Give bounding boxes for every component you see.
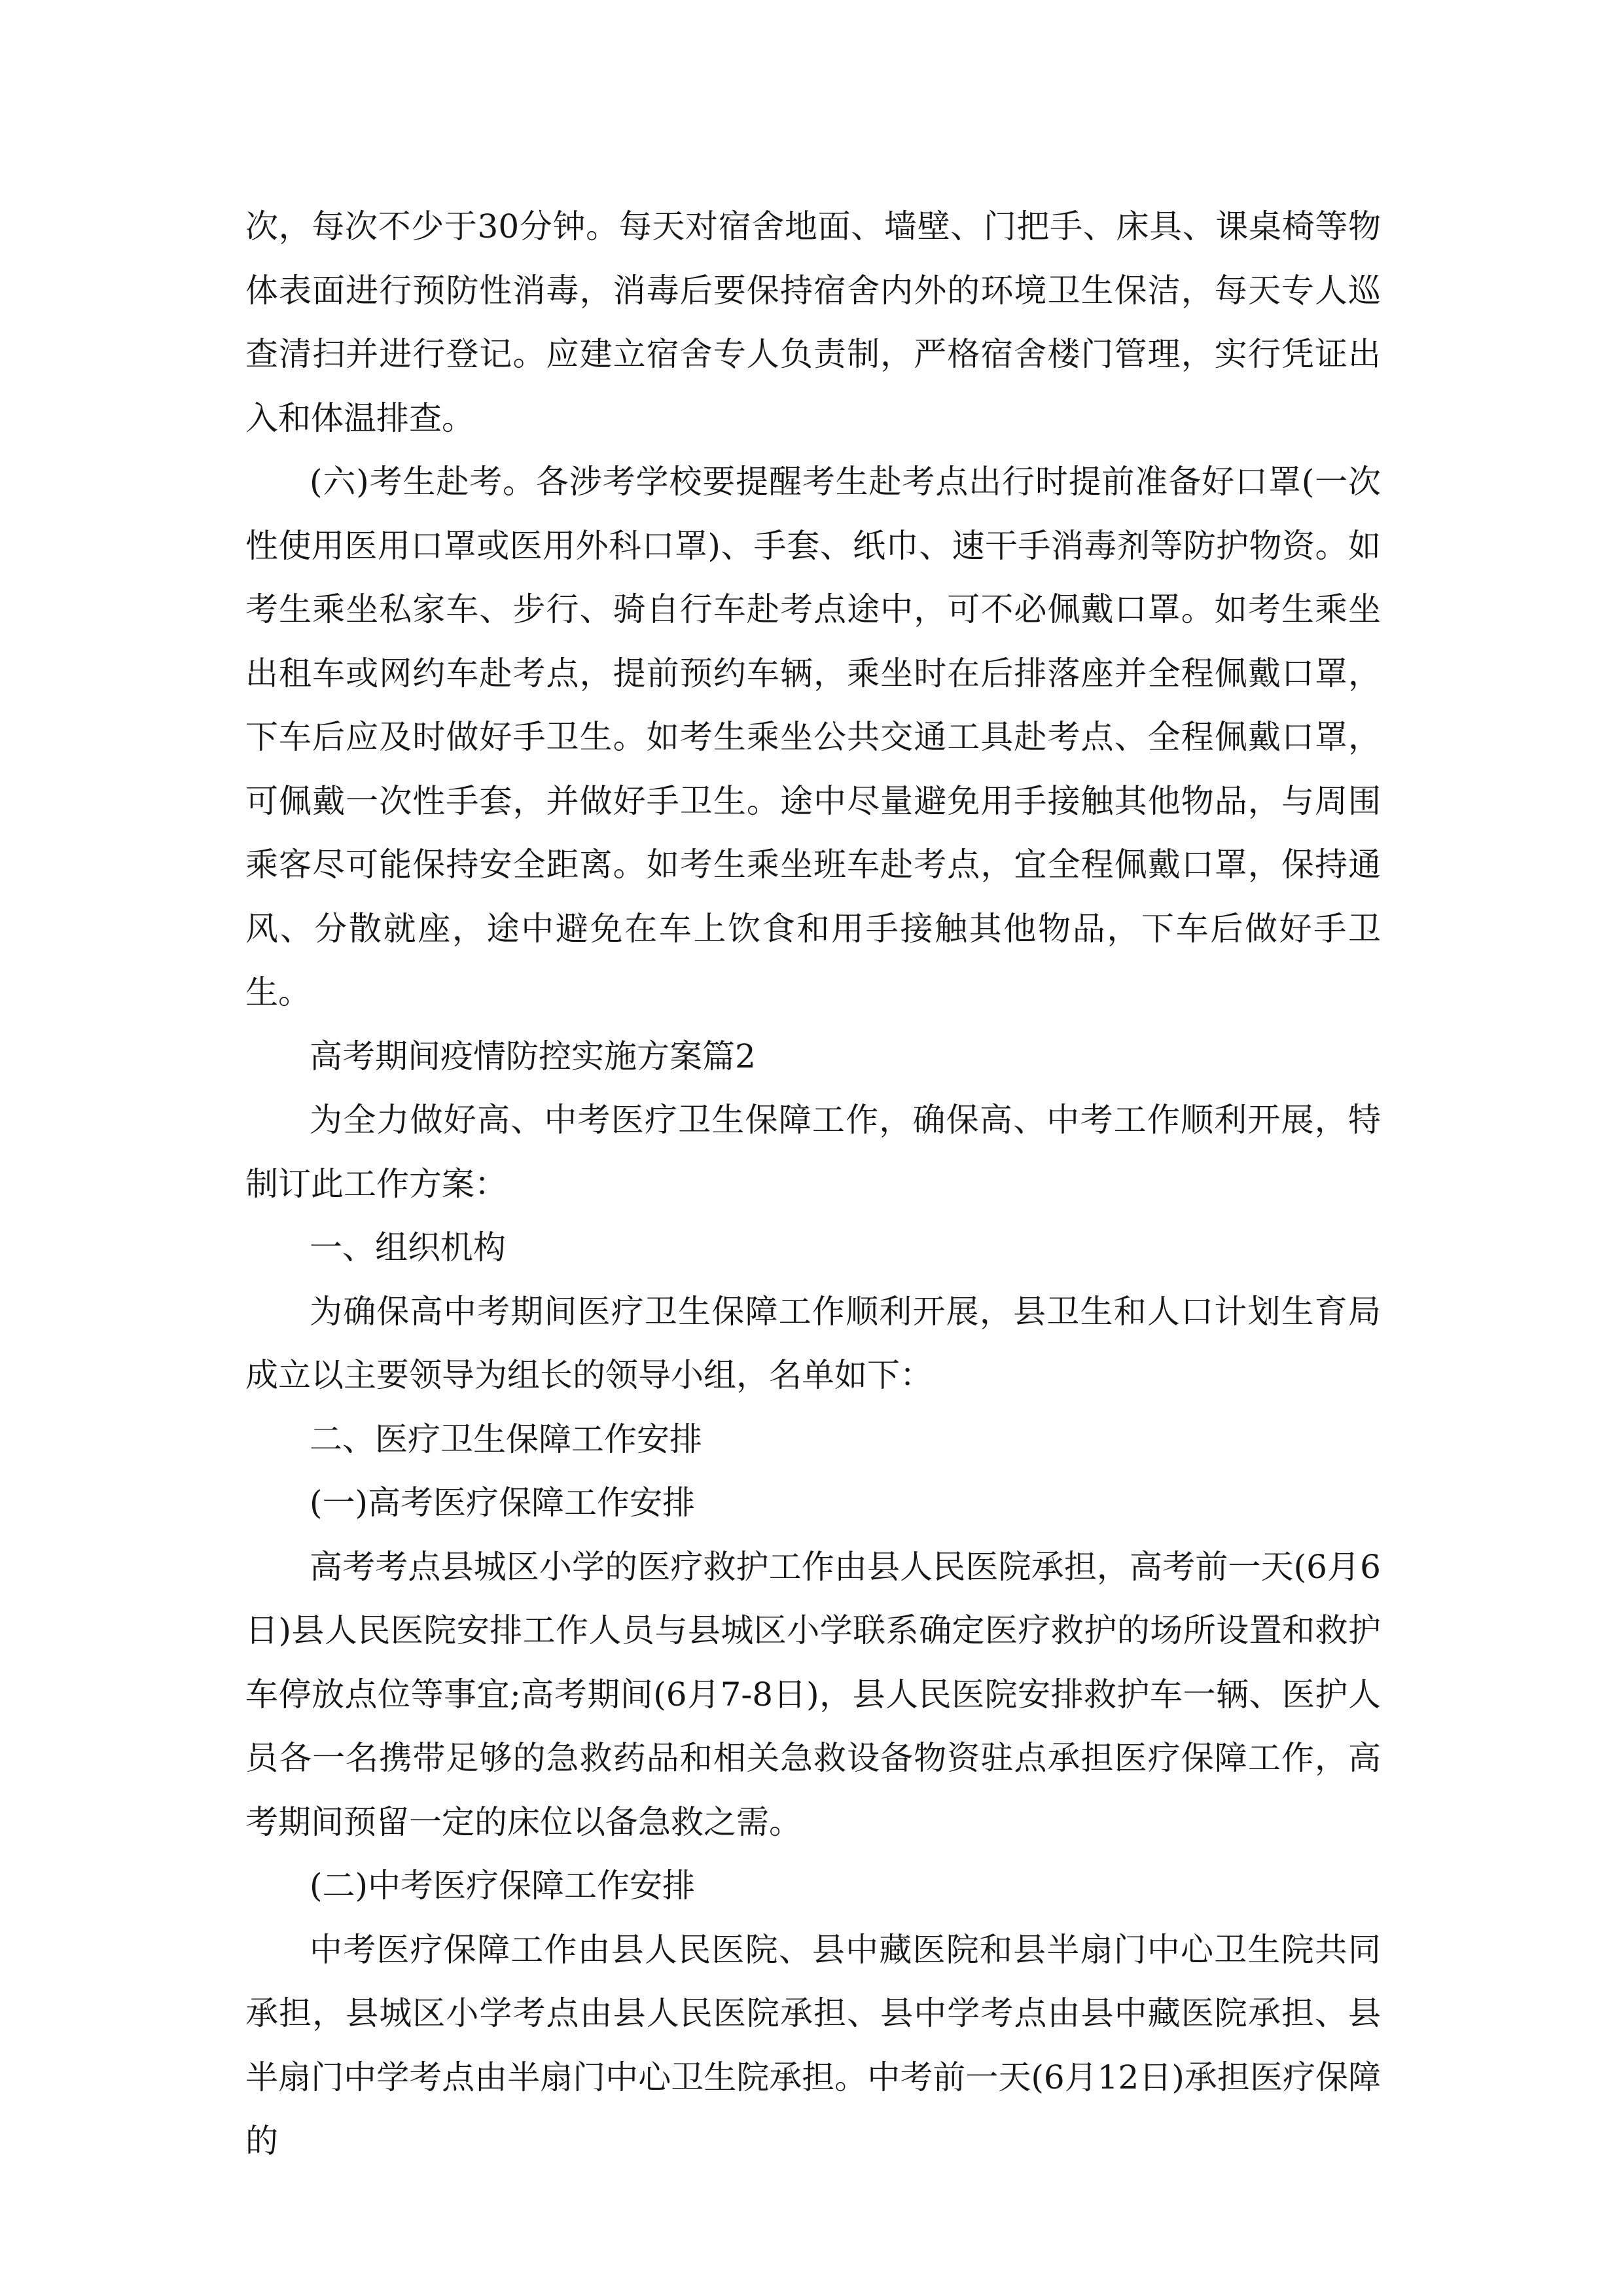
paragraph-zhongkao: 中考医疗保障工作由县人民医院、县中藏医院和县半扇门中心卫生院共同承担，县城区小学考点由县人民医院承担、县中学考点由县中藏医院承担、县半扇门中学考点由半扇门中心卫生院承担。中考前一天(6月12日)承担医疗保障的	[245, 1930, 1381, 2160]
paragraph-section-six: (六)考生赴考。各涉考学校要提醒考生赴考点出行时提前准备好口罩(一次性使用医用口罩或医用外科口罩)、手套、纸巾、速干手消毒剂等防护物资。如考生乘坐私家车、步行、骑自行车赴考点途中，可不必佩戴口罩。如考生乘坐出租车或网约车赴考点，提前预约车辆，乘坐时在后排落座并全程佩戴口罩，下车后应及时做好手卫生。如考生乘坐公共交通工具赴考点、全程佩戴口罩，可佩戴一次性手套，并做好手卫生。途中尽量避免用手接触其他物品，与周围乘客尽可能保持安全距离。如考生乘坐班车赴考点，宜全程佩戴口罩，保持通风、分散就座，途中避免在车上饮食和用手接触其他物品，下车后做好手卫生。	[245, 463, 1381, 1011]
subheading-zhongkao: (二)中考医疗保障工作安排	[310, 1867, 696, 1905]
section-title: 高考期间疫情防控实施方案篇2	[310, 1037, 756, 1075]
heading-organization: 一、组织机构	[310, 1229, 506, 1266]
heading-arrangements: 二、医疗卫生保障工作安排	[310, 1420, 702, 1458]
paragraph-intro: 为全力做好高、中考医疗卫生保障工作，确保高、中考工作顺利开展，特制订此工作方案：	[245, 1101, 1381, 1203]
paragraph-gaokao: 高考考点县城区小学的医疗救护工作由县人民医院承担，高考前一天(6月6日)县人民医院安排工作人员与县城区小学联系确定医疗救护的场所设置和救护车停放点位等事宜;高考期间(6月7-8日)，县人民医院安排救护车一辆、医护人员各一名携带足够的急救药品和相关急救设备物资驻点承担医疗保障工作，高考期间预留一定的床位以备急救之需。	[245, 1547, 1381, 1841]
paragraph-continued: 次，每次不少于30分钟。每天对宿舍地面、墙壁、门把手、床具、课桌椅等物体表面进行预防性消毒，消毒后要保持宿舍内外的环境卫生保洁，每天专人巡查清扫并进行登记。应建立宿舍专人负责制，严格宿舍楼门管理，实行凭证出入和体温排查。	[245, 207, 1381, 437]
paragraph-organization: 为确保高中考期间医疗卫生保障工作顺利开展，县卫生和人口计划生育局成立以主要领导为组长的领导小组，名单如下：	[245, 1292, 1381, 1394]
subheading-gaokao: (一)高考医疗保障工作安排	[310, 1484, 696, 1522]
document-body	[245, 195, 1381, 2174]
